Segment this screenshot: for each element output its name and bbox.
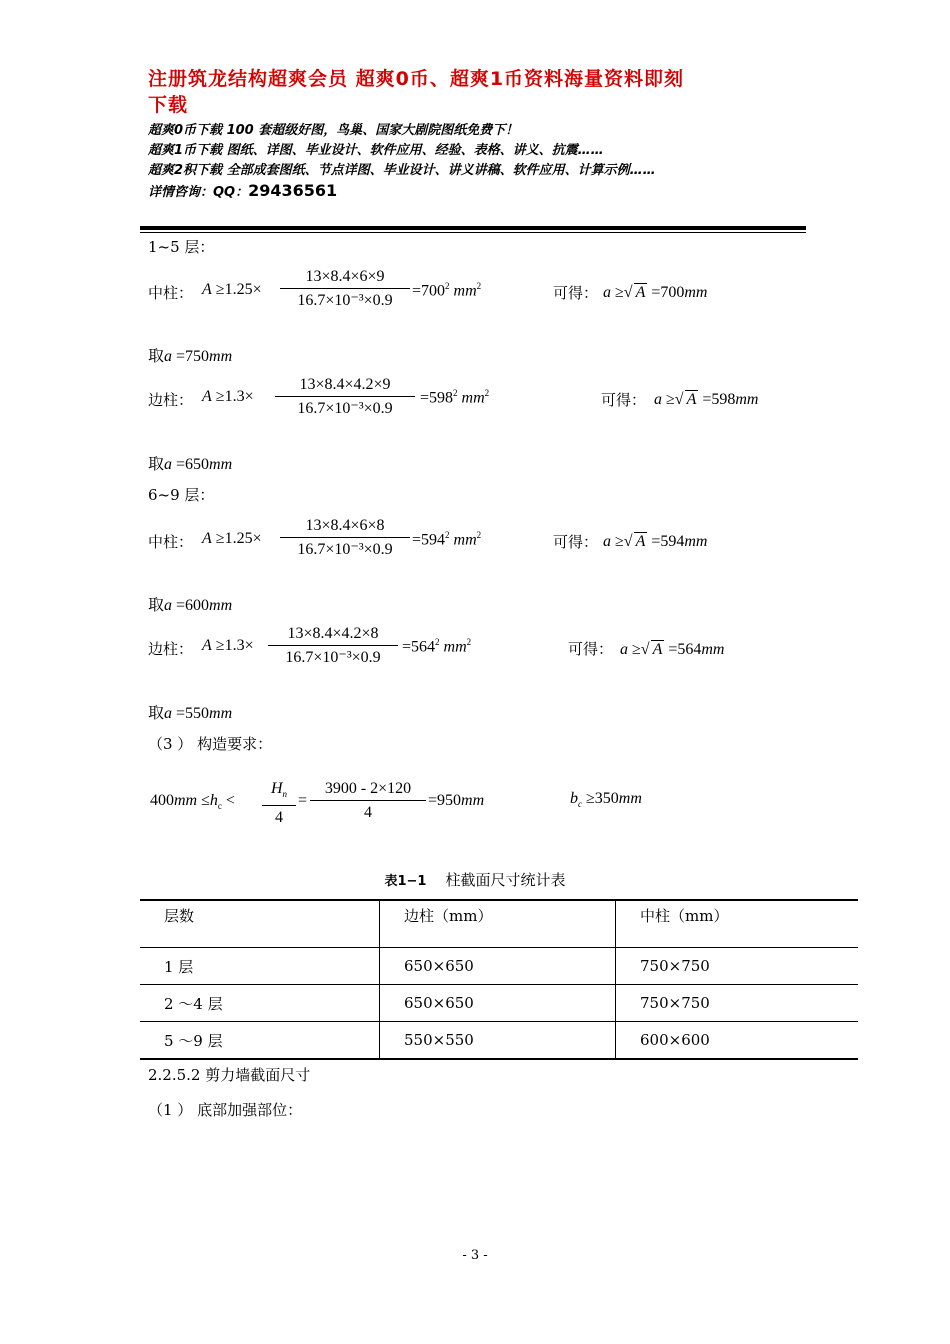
table-cell: 600×600 <box>616 1022 859 1060</box>
formula-3-sqrt: a ≥√ A =594mm <box>603 533 708 550</box>
section-construction: （3 ） 构造要求： <box>148 735 273 753</box>
header-rule <box>140 226 806 230</box>
formula-4-result: $=564^2$ $mm^2$ <box>402 637 472 656</box>
formula-2-prefix: A ≥1.3× <box>202 388 254 405</box>
section-floors-1-5: 1~5 层： <box>148 238 215 256</box>
formula-2-fraction: $\frac{13\times 8.4\times 4.2\times 9}{\text{16.7×10⁻³×0.9}}$ <box>275 374 415 421</box>
constr-lower: $400mm \le h_c$ < <box>150 792 235 812</box>
banner-title: 注册筑龙结构超爽会员 超爽0币、超爽1币资料海量资料即刻 下载 <box>148 68 685 116</box>
label-edge-col-2: 边柱： <box>148 640 194 658</box>
table-row <box>140 948 858 985</box>
constr-hn-fraction: $\frac{H_n}{4}$ <box>262 778 296 830</box>
constr-eq-1: = <box>298 792 308 809</box>
table-header-row <box>140 900 858 948</box>
page-number: - 3 - <box>462 1248 488 1263</box>
banner-line-3: 超爽2积下载 全部成套图纸、节点详图、毕业设计、讲义讲稿、软件应用、计算示例…… <box>148 163 656 178</box>
banner-line-1: 超爽0币下载 100 套超级好图，鸟巢、国家大剧院图纸免费下！ <box>148 123 519 138</box>
banner-line-2: 超爽1币下载 图纸、详图、毕业设计、软件应用、经验、表格、讲义、抗震…… <box>148 143 604 158</box>
formula-3-fraction: $\frac{13\times 8.4\times 6\times 8}{\text{16.7×10⁻³×0.9}}$ <box>280 515 410 562</box>
formula-1-fraction: $\frac{13\times 8.4\times 6\times 9}{\text{16.7×10⁻³×0.9}}$ <box>280 266 410 313</box>
heading-shear-wall: 2.2.5.2 剪力墙截面尺寸 <box>148 1066 311 1084</box>
label-edge-col-1: 边柱： <box>148 391 194 409</box>
label-obtain-2: 可得： <box>601 391 647 409</box>
table-cell: 650×650 <box>380 985 616 1022</box>
take-3: 取a =600mm <box>148 597 233 614</box>
section-floors-6-9: 6~9 层： <box>148 486 215 504</box>
table-header-cell: 边柱（mm） <box>380 900 616 948</box>
formula-4-fraction: $\frac{13\times 8.4\times 4.2\times 8}{\text{16.7×10⁻³×0.9}}$ <box>268 623 398 670</box>
banner-qq: 详情咨询：QQ：29436561 <box>148 181 338 200</box>
table-cell: 2 ～4 层 <box>140 985 380 1022</box>
qq-number: 29436561 <box>248 181 338 200</box>
formula-2-result: $=598^2$ $mm^2$ <box>420 388 490 407</box>
table-header-cell: 层数 <box>140 900 380 948</box>
label-mid-col-1: 中柱： <box>148 284 194 302</box>
label-mid-col-2: 中柱： <box>148 533 194 551</box>
take-4: 取a =550mm <box>148 705 233 722</box>
formula-3-prefix: A ≥1.25× <box>202 530 262 547</box>
table-cell: 550×550 <box>380 1022 616 1060</box>
column-size-table <box>140 899 858 1060</box>
constr-result: =950mm <box>428 792 485 809</box>
formula-4-prefix: A ≥1.3× <box>202 637 254 654</box>
table-row <box>140 985 858 1022</box>
table-cell: 750×750 <box>616 948 859 985</box>
table-cell: 1 层 <box>140 948 380 985</box>
table-cell: 5 ～9 层 <box>140 1022 380 1060</box>
table-cell: 750×750 <box>616 985 859 1022</box>
formula-1-sqrt: a ≥√ A =700mm <box>603 284 708 301</box>
formula-1-prefix: A ≥1.25× <box>202 281 262 298</box>
label-obtain-4: 可得： <box>568 640 614 658</box>
table-header-cell: 中柱（mm） <box>616 900 859 948</box>
take-2: 取a =650mm <box>148 456 233 473</box>
constr-main-fraction: $\frac{3900 - 2\times 120}{4}$ <box>310 778 426 825</box>
formula-4-sqrt: a ≥√ A =564mm <box>620 641 725 658</box>
label-obtain-1: 可得： <box>553 284 599 302</box>
item-reinforced-zone: （1 ） 底部加强部位： <box>148 1101 303 1119</box>
formula-3-result: $=594^2$ $mm^2$ <box>412 530 482 549</box>
header-rule-thin <box>140 232 806 233</box>
formula-2-sqrt: a ≥√ A =598mm <box>654 391 759 408</box>
table-cell: 650×650 <box>380 948 616 985</box>
table-row <box>140 1022 858 1060</box>
formula-1-result: $=700^2$ $mm^2$ <box>412 281 482 300</box>
take-1: 取a =750mm <box>148 348 233 365</box>
constr-bc: $b_c \ge 350mm$ <box>570 790 642 810</box>
label-obtain-3: 可得： <box>553 533 599 551</box>
table-caption: 表1−1 柱截面尺寸统计表 <box>384 871 566 889</box>
